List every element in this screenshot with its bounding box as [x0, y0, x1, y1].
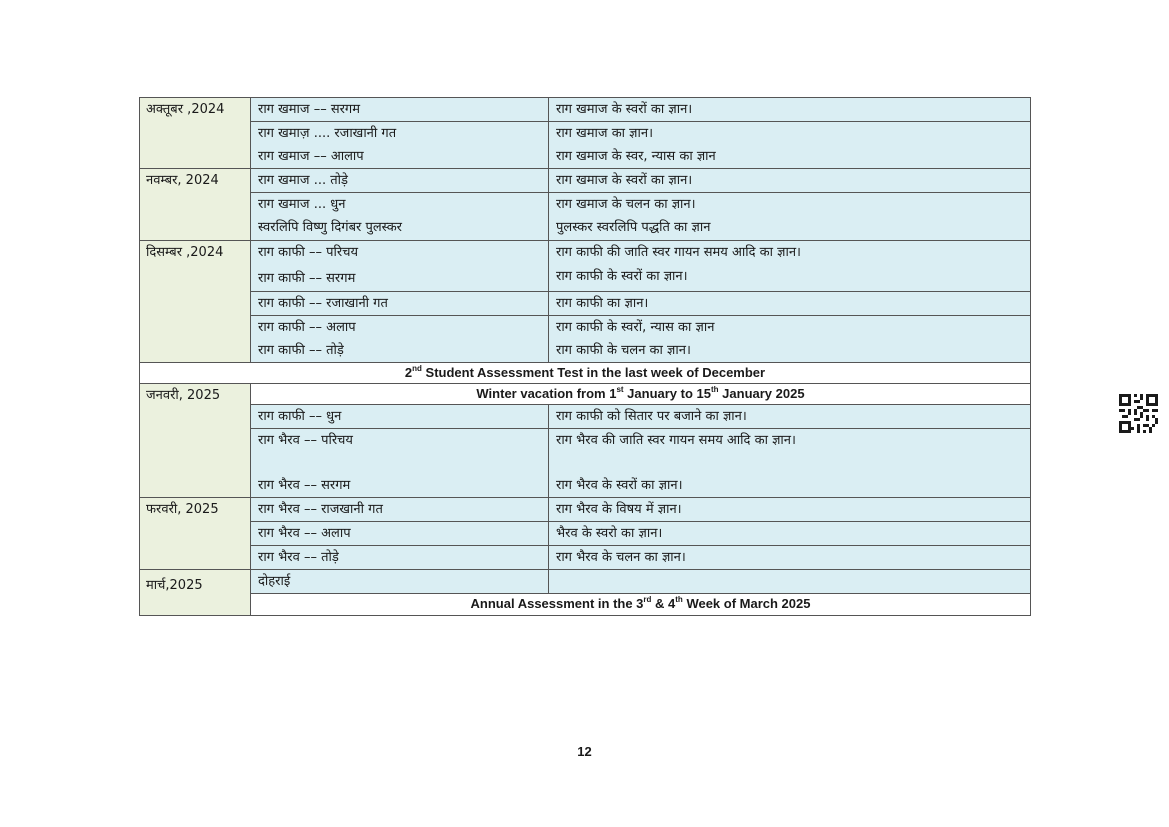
month-label: जनवरी, 2025 — [146, 388, 221, 403]
goal-text: राग काफी के चलन का ज्ञान। — [556, 343, 691, 358]
goal-text: राग खमाज का ज्ञान। — [556, 126, 654, 141]
assessment-note — [140, 363, 1031, 384]
ordinal-suffix: th — [711, 384, 719, 394]
goal-cell — [549, 122, 1031, 169]
ordinal-suffix: nd — [412, 363, 422, 373]
syllabus-table — [139, 97, 1031, 616]
goal-cell — [549, 98, 1031, 122]
note-text: Annual Assessment in the 3 — [470, 596, 644, 611]
goal-text: राग काफी के स्वरों, न्यास का ज्ञान — [556, 320, 715, 335]
goal-cell — [549, 241, 1031, 292]
qr-code-icon — [1119, 394, 1158, 433]
goal-text: राग भैरव के चलन का ज्ञान। — [556, 550, 686, 565]
annual-assessment-note — [251, 594, 1031, 616]
topic-cell — [251, 405, 549, 429]
vacation-note — [251, 384, 1031, 405]
ordinal-suffix: st — [616, 384, 624, 394]
topic-text: राग भैरव –– परिचय — [258, 433, 353, 448]
month-cell — [140, 241, 251, 363]
topic-text: दोहराई — [258, 574, 291, 589]
note-text: Student Assessment Test in the last week of December — [421, 365, 766, 380]
goal-text: राग काफी के स्वरों का ज्ञान। — [556, 269, 688, 284]
topic-text: राग काफी –– तोड़े — [258, 343, 344, 358]
topic-cell — [251, 292, 549, 316]
goal-cell — [549, 498, 1031, 522]
topic-text: राग खमाज –– आलाप — [258, 149, 364, 164]
topic-cell — [251, 241, 549, 292]
topic-cell — [251, 169, 549, 193]
topic-text: राग खमाज ... धुन — [258, 197, 346, 212]
ordinal-suffix: th — [675, 594, 683, 604]
goal-text: राग काफी की जाति स्वर गायन समय आदि का ज्ञान। — [556, 245, 801, 260]
month-cell — [140, 384, 251, 498]
topic-text: राग काफी –– अलाप — [258, 320, 356, 335]
topic-cell — [251, 316, 549, 363]
topic-cell — [251, 498, 549, 522]
topic-text: राग काफी –– सरगम — [258, 271, 356, 286]
goal-text: पुलस्कर स्वरलिपि पद्धति का ज्ञान — [556, 220, 711, 235]
goal-text: राग भैरव की जाति स्वर गायन समय आदि का ज्ञान। — [556, 433, 796, 448]
goal-cell — [549, 292, 1031, 316]
topic-text: राग भैरव –– राजखानी गत — [258, 502, 383, 517]
topic-text: स्वरलिपि विष्णु दिगंबर पुलस्कर — [258, 220, 402, 235]
ordinal-suffix: rd — [643, 594, 652, 604]
goal-cell — [549, 522, 1031, 546]
month-cell — [140, 570, 251, 616]
topic-cell — [251, 522, 549, 546]
topic-text: राग भैरव –– सरगम — [258, 478, 351, 493]
goal-cell — [549, 316, 1031, 363]
topic-text: राग काफी –– परिचय — [258, 245, 359, 260]
goal-cell — [549, 405, 1031, 429]
topic-text: राग खमाज –– सरगम — [258, 102, 361, 117]
month-label: फरवरी, 2025 — [146, 502, 219, 517]
topic-cell — [251, 570, 549, 594]
goal-text: राग भैरव के विषय में ज्ञान। — [556, 502, 682, 517]
goal-text: राग खमाज के स्वरों का ज्ञान। — [556, 102, 693, 117]
note-text: Winter vacation from 1 — [476, 386, 617, 401]
goal-text: राग खमाज के चलन का ज्ञान। — [556, 197, 696, 212]
goal-text: भैरव के स्वरो का ज्ञान। — [556, 526, 663, 541]
goal-text: राग भैरव के स्वरों का ज्ञान। — [556, 478, 683, 493]
note-text: & 4 — [651, 596, 676, 611]
goal-text: राग खमाज के स्वरों का ज्ञान। — [556, 173, 693, 188]
topic-cell — [251, 122, 549, 169]
note-text: January to 15 — [623, 386, 711, 401]
topic-text: राग खमाज़ .... रजाखानी गत — [258, 126, 397, 141]
month-label: दिसम्बर ,2024 — [146, 245, 224, 260]
topic-text: राग काफी –– धुन — [258, 409, 342, 424]
topic-cell — [251, 429, 549, 498]
topic-cell — [251, 193, 549, 241]
topic-text: राग खमाज ... तोड़े — [258, 173, 348, 188]
topic-text: राग भैरव –– अलाप — [258, 526, 351, 541]
note-text: January 2025 — [718, 386, 805, 401]
note-text: Week of March 2025 — [682, 596, 811, 611]
topic-cell — [251, 98, 549, 122]
goal-cell — [549, 546, 1031, 570]
month-cell — [140, 169, 251, 241]
goal-cell — [549, 429, 1031, 498]
month-label: अक्तूबर ,2024 — [146, 102, 225, 117]
month-label: मार्च,2025 — [146, 578, 203, 593]
month-label: नवम्बर, 2024 — [146, 173, 219, 188]
goal-text: राग खमाज के स्वर, न्यास का ज्ञान — [556, 149, 716, 164]
page-number: 12 — [577, 744, 592, 759]
topic-text: राग भैरव –– तोड़े — [258, 550, 339, 565]
goal-text: राग काफी का ज्ञान। — [556, 296, 649, 311]
note-text: 2 — [404, 365, 413, 380]
topic-cell — [251, 546, 549, 570]
topic-text: राग काफी –– रजाखानी गत — [258, 296, 388, 311]
month-cell — [140, 498, 251, 570]
month-cell — [140, 98, 251, 169]
goal-cell — [549, 193, 1031, 241]
goal-text: राग काफी को सितार पर बजाने का ज्ञान। — [556, 409, 747, 424]
goal-cell — [549, 570, 1031, 594]
goal-cell — [549, 169, 1031, 193]
